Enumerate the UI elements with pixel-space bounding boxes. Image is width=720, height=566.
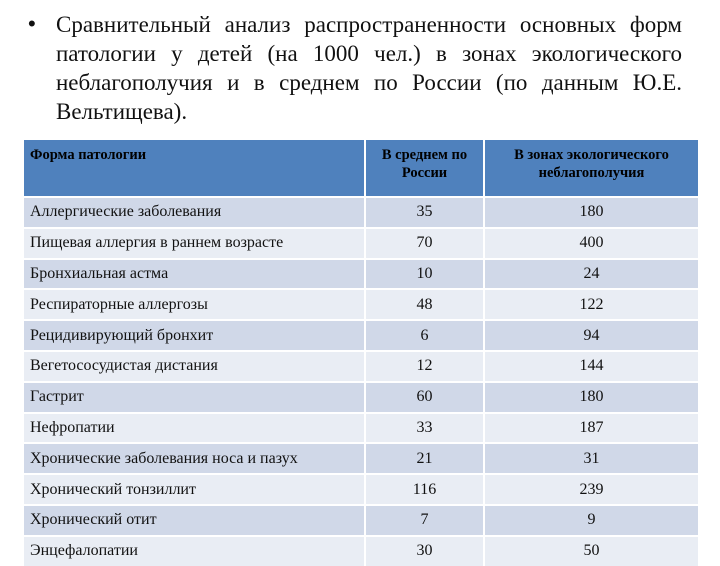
table-row [24,289,698,320]
cell-eco: 180 [484,382,698,413]
cell-eco: 239 [484,474,698,505]
cell-eco: 122 [484,289,698,320]
cell-pathology: Респираторные аллергозы [24,289,365,320]
cell-eco: 144 [484,351,698,382]
cell-pathology: Хронический отит [24,505,365,536]
cell-pathology: Бронхиальная астма [24,259,365,290]
cell-average: 30 [365,536,484,566]
table-row [24,505,698,536]
cell-eco: 187 [484,413,698,444]
cell-pathology: Вегетососудистая дистания [24,351,365,382]
cell-average: 48 [365,289,484,320]
table-header-row [24,140,698,197]
cell-pathology: Хронические заболевания носа и пазух [24,443,365,474]
cell-eco: 31 [484,443,698,474]
cell-average: 33 [365,413,484,444]
pathology-table [24,140,698,566]
cell-eco: 50 [484,536,698,566]
table-row [24,259,698,290]
cell-eco: 400 [484,228,698,259]
cell-average: 70 [365,228,484,259]
cell-pathology: Аллергические заболевания [24,197,365,228]
cell-pathology: Пищевая аллергия в раннем возрасте [24,228,365,259]
cell-pathology: Нефропатии [24,413,365,444]
table-row [24,413,698,444]
cell-average: 35 [365,197,484,228]
slide-title [28,10,682,126]
header-average-russia: В среднем по России [365,140,484,197]
table-row [24,382,698,413]
cell-average: 21 [365,443,484,474]
header-pathology: Форма патологии [24,140,365,197]
table-row [24,443,698,474]
title-text: Сравнительный анализ распространенности основных форм патологии у детей (на 1000 чел.) в зонах экологического неблагополучия и в среднем по России (по данным Ю.Е. Вельтищева). [56,12,682,124]
cell-eco: 9 [484,505,698,536]
cell-average: 60 [365,382,484,413]
header-eco-zones: В зонах экологического неблагополучия [484,140,698,197]
cell-average: 6 [365,320,484,351]
cell-eco: 24 [484,259,698,290]
cell-average: 7 [365,505,484,536]
cell-pathology: Рецидивирующий бронхит [24,320,365,351]
cell-eco: 180 [484,197,698,228]
cell-eco: 94 [484,320,698,351]
cell-average: 12 [365,351,484,382]
cell-pathology: Энцефалопатии [24,536,365,566]
table-row [24,320,698,351]
table-row [24,351,698,382]
table-row [24,536,698,566]
cell-pathology: Хронический тонзиллит [24,474,365,505]
bullet-icon: • [28,11,36,36]
cell-average: 10 [365,259,484,290]
cell-average: 116 [365,474,484,505]
cell-pathology: Гастрит [24,382,365,413]
table-row [24,228,698,259]
table-row [24,474,698,505]
table-row [24,197,698,228]
